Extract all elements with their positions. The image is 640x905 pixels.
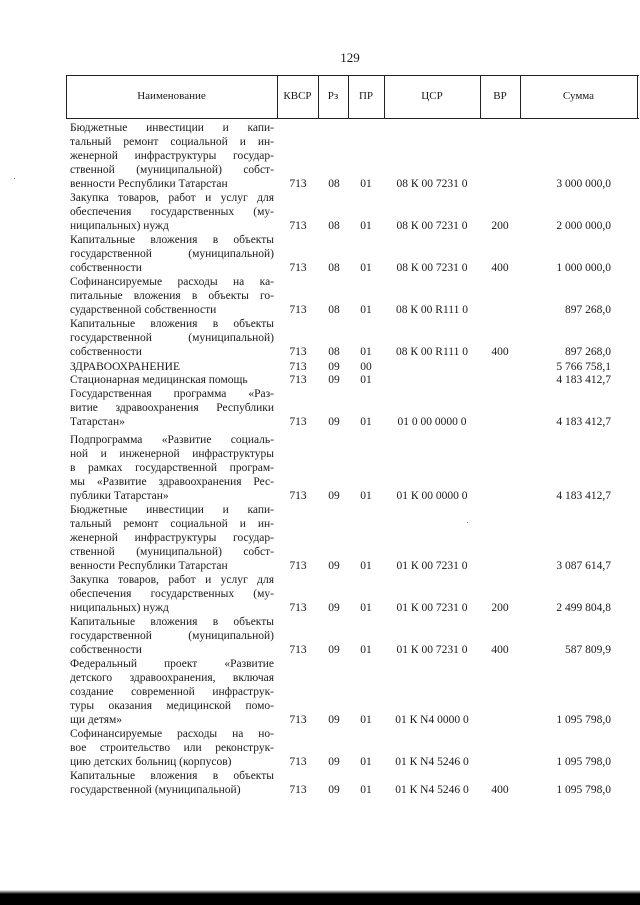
row-name-line: женерной инфраструктуры государ- <box>70 532 274 544</box>
cell-vr: 400 <box>491 346 509 358</box>
row-name-line: публики Татарстан» <box>70 490 169 502</box>
cell-rz: 09 <box>328 756 340 768</box>
row-name-line: Подпрограмма «Развитие социаль- <box>70 434 274 446</box>
cell-csr: 08 К 00 R111 0 <box>396 304 468 316</box>
row-name-line: Капитальные вложения в объекты <box>70 616 274 628</box>
cell-kvsr: 713 <box>289 756 307 768</box>
row-name-line: в рамках государственной програм- <box>70 462 274 474</box>
cell-kvsr: 713 <box>289 220 307 232</box>
cell-rz: 09 <box>328 374 340 386</box>
cell-vr: 200 <box>491 602 509 614</box>
cell-kvsr: 713 <box>289 602 307 614</box>
row-name-line: вое строительство или реконструк- <box>70 742 274 754</box>
cell-sum: 897 268,0 <box>565 304 611 316</box>
row-name-line: Софинансируемые расходы на ка- <box>70 276 274 288</box>
cell-csr: 01 К 00 7231 0 <box>396 644 468 656</box>
cell-rz: 09 <box>328 416 340 428</box>
cell-vr: 200 <box>491 220 509 232</box>
header-name: Наименование <box>137 90 206 102</box>
cell-pr: 00 <box>360 361 372 373</box>
cell-rz: 08 <box>328 178 340 190</box>
cell-sum: 1 095 798,0 <box>556 784 611 796</box>
row-name-line: Софинансируемые расходы на но- <box>70 728 274 740</box>
cell-sum: 5 766 758,1 <box>556 361 611 373</box>
cell-csr: 01 К 00 0000 0 <box>396 490 468 502</box>
cell-kvsr: 713 <box>289 374 307 386</box>
row-name-line: государственной (муниципальной) <box>70 248 274 260</box>
cell-rz: 08 <box>328 346 340 358</box>
cell-pr: 01 <box>360 560 372 572</box>
scan-edge <box>0 870 640 905</box>
scan-speck <box>467 522 468 523</box>
row-name-line: собственности <box>70 262 142 274</box>
cell-csr: 01 К N4 5246 0 <box>395 756 469 768</box>
header-vr: ВР <box>493 90 507 102</box>
cell-sum: 2 000 000,0 <box>556 220 611 232</box>
cell-rz: 09 <box>328 560 340 572</box>
row-name-line: Капитальные вложения в объекты <box>70 318 274 330</box>
row-name-line: туры оказания медицинской помо- <box>70 700 274 712</box>
cell-csr: 08 К 00 7231 0 <box>396 220 468 232</box>
row-name-line: ниципальных) нужд <box>70 220 169 232</box>
cell-kvsr: 713 <box>289 361 307 373</box>
row-name-line: венности Республики Татарстан <box>70 560 228 572</box>
header-rz: Рз <box>327 90 339 102</box>
cell-pr: 01 <box>360 602 372 614</box>
row-name-line: Закупка товаров, работ и услуг для <box>70 192 274 204</box>
cell-rz: 09 <box>328 490 340 502</box>
cell-pr: 01 <box>360 346 372 358</box>
cell-rz: 09 <box>328 361 340 373</box>
header-kvsr: КВСР <box>283 90 312 102</box>
header-sum: Сумма <box>562 90 595 102</box>
row-name-line: тальный ремонт социальной и ин- <box>70 518 274 530</box>
row-name-line: питальные вложения в объекты го- <box>70 290 274 302</box>
cell-sum: 4 183 412,7 <box>556 374 611 386</box>
cell-sum: 1 095 798,0 <box>556 714 611 726</box>
cell-pr: 01 <box>360 714 372 726</box>
header-csr: ЦСР <box>421 90 443 102</box>
row-name-line: государственной (муниципальной) <box>70 784 241 796</box>
cell-pr: 01 <box>360 416 372 428</box>
cell-pr: 01 <box>360 374 372 386</box>
scan-speck <box>14 178 15 179</box>
row-name-line: Федеральный проект «Развитие <box>70 658 274 670</box>
row-name-line: мы «Развитие здравоохранения Рес- <box>70 476 274 488</box>
row-name-line: витие здравоохранения Республики <box>70 402 274 414</box>
cell-kvsr: 713 <box>289 346 307 358</box>
row-name-line: ниципальных) нужд <box>70 602 169 614</box>
row-name-line: ЗДРАВООХРАНЕНИЕ <box>70 361 181 373</box>
cell-rz: 09 <box>328 644 340 656</box>
cell-csr: 01 К 00 7231 0 <box>396 602 468 614</box>
row-name-line: венности Республики Татарстан <box>70 178 228 190</box>
cell-sum: 1 095 798,0 <box>556 756 611 768</box>
row-name-line: ной и инженерной инфраструктуры <box>70 448 274 460</box>
cell-kvsr: 713 <box>289 304 307 316</box>
cell-kvsr: 713 <box>289 714 307 726</box>
row-name-line: Бюджетные инвестиции и капи- <box>70 504 274 516</box>
row-name-line: создание современной инфраструк- <box>70 686 274 698</box>
row-name-line: Капитальные вложения в объекты <box>70 770 274 782</box>
cell-sum: 3 087 614,7 <box>556 560 611 572</box>
cell-pr: 01 <box>360 220 372 232</box>
cell-csr: 08 К 00 7231 0 <box>396 262 468 274</box>
cell-pr: 01 <box>360 304 372 316</box>
row-name-line: ственной (муниципальной) собст- <box>70 546 274 558</box>
cell-sum: 587 809,9 <box>565 644 611 656</box>
cell-kvsr: 713 <box>289 178 307 190</box>
row-name-line: цию детских больниц (корпусов) <box>70 756 232 768</box>
cell-vr: 400 <box>491 784 509 796</box>
column-divider <box>637 75 638 118</box>
cell-csr: 01 К N4 5246 0 <box>395 784 469 796</box>
cell-vr: 400 <box>491 262 509 274</box>
cell-rz: 08 <box>328 304 340 316</box>
row-name-line: государственной (муниципальной) <box>70 630 274 642</box>
cell-csr: 01 0 00 0000 0 <box>397 416 467 428</box>
cell-pr: 01 <box>360 644 372 656</box>
cell-sum: 1 000 000,0 <box>556 262 611 274</box>
cell-pr: 01 <box>360 756 372 768</box>
cell-kvsr: 713 <box>289 490 307 502</box>
row-name-line: Государственная программа «Раз- <box>70 388 274 400</box>
header-pr: ПР <box>358 90 374 102</box>
cell-rz: 09 <box>328 714 340 726</box>
row-name-line: сударственной собственности <box>70 304 217 316</box>
row-name-line: государственной (муниципальной) <box>70 332 274 344</box>
cell-kvsr: 713 <box>289 560 307 572</box>
row-name-line: тальный ремонт социальной и ин- <box>70 136 274 148</box>
row-name-line: женерной инфраструктуры государ- <box>70 150 274 162</box>
cell-pr: 01 <box>360 178 372 190</box>
cell-vr: 400 <box>491 644 509 656</box>
row-name-line: Татарстан» <box>70 416 125 428</box>
cell-pr: 01 <box>360 262 372 274</box>
cell-kvsr: 713 <box>289 262 307 274</box>
cell-pr: 01 <box>360 784 372 796</box>
row-name-line: Закупка товаров, работ и услуг для <box>70 574 274 586</box>
row-name-line: собственности <box>70 644 142 656</box>
row-name-line: обеспечения государственных (му- <box>70 588 274 600</box>
row-name-line: Бюджетные инвестиции и капи- <box>70 122 274 134</box>
row-name-line: щи детям» <box>70 714 123 726</box>
cell-csr: 08 К 00 R111 0 <box>396 346 468 358</box>
cell-kvsr: 713 <box>289 416 307 428</box>
row-name-line: ственной (муниципальной) собст- <box>70 164 274 176</box>
page-number: 129 <box>340 50 360 65</box>
cell-csr: 08 К 00 7231 0 <box>396 178 468 190</box>
cell-kvsr: 713 <box>289 784 307 796</box>
cell-kvsr: 713 <box>289 644 307 656</box>
row-name-line: детского здравоохранения, включая <box>70 672 274 684</box>
cell-sum: 3 000 000,0 <box>556 178 611 190</box>
row-name-line: Капитальные вложения в объекты <box>70 234 274 246</box>
cell-rz: 08 <box>328 262 340 274</box>
cell-pr: 01 <box>360 490 372 502</box>
row-name-line: обеспечения государственных (му- <box>70 206 274 218</box>
cell-sum: 4 183 412,7 <box>556 416 611 428</box>
cell-sum: 897 268,0 <box>565 346 611 358</box>
cell-csr: 01 К N4 0000 0 <box>395 714 469 726</box>
row-name-line: собственности <box>70 346 142 358</box>
cell-rz: 08 <box>328 220 340 232</box>
cell-rz: 09 <box>328 784 340 796</box>
row-name-line: Стационарная медицинская помощь <box>70 374 248 386</box>
cell-rz: 09 <box>328 602 340 614</box>
cell-sum: 4 183 412,7 <box>556 490 611 502</box>
cell-csr: 01 К 00 7231 0 <box>396 560 468 572</box>
cell-sum: 2 499 804,8 <box>556 602 611 614</box>
